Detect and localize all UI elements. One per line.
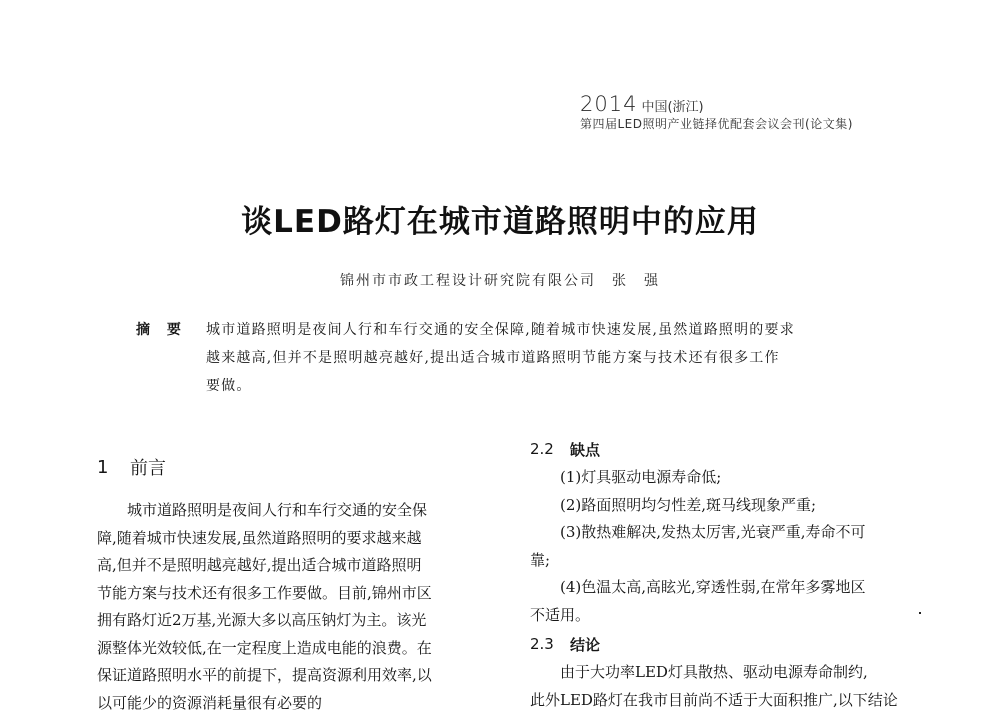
section-number: 2.3	[530, 635, 570, 653]
list-item-continuation: 不适用。	[530, 602, 930, 630]
scan-speck	[919, 612, 921, 614]
list-item: (1)灯具驱动电源寿命低;	[530, 464, 930, 492]
header-year: 2014	[580, 92, 637, 116]
abstract-line: 要做。	[206, 372, 896, 400]
author-affiliation: 锦州市市政工程设计研究院有限公司 张 强	[0, 270, 1000, 290]
section-title: 结论	[570, 634, 600, 655]
paragraph-line: 城市道路照明是夜间人行和车行交通的安全保	[97, 497, 497, 525]
paragraph-line: 以可能少的资源消耗量很有必要的	[97, 690, 497, 717]
section-title: 缺点	[570, 439, 600, 460]
section-heading-intro	[97, 448, 497, 486]
paragraph-line: 节能方案与技术还有很多工作要做。目前,锦州市区	[97, 580, 497, 608]
paragraph-line: 由于大功率LED灯具散热、驱动电源寿命制约,	[530, 659, 930, 687]
paragraph-line: 高,但并不是照明越亮越好,提出适合城市道路照明	[97, 552, 497, 580]
left-column	[97, 448, 497, 717]
header-line-1	[580, 92, 980, 114]
intro-paragraph	[97, 497, 497, 717]
section-title: 前言	[130, 454, 166, 480]
section-heading-conclusion	[530, 629, 930, 659]
abstract-line: 城市道路照明是夜间人行和车行交通的安全保障,随着城市快速发展,虽然道路照明的要求	[206, 316, 896, 344]
paper-title: 谈LED路灯在城市道路照明中的应用	[0, 196, 1000, 241]
paragraph-line: 障,随着城市快速发展,虽然道路照明的要求越来越	[97, 525, 497, 553]
list-item: (2)路面照明均匀性差,斑马线现象严重;	[530, 492, 930, 520]
abstract-label: 摘 要	[136, 316, 187, 344]
list-item: (4)色温太高,高眩光,穿透性弱,在常年多雾地区	[530, 574, 930, 602]
list-item: (3)散热难解决,发热太厉害,光衰严重,寿命不可	[530, 519, 930, 547]
section-number: 1	[97, 457, 130, 478]
section-number: 2.2	[530, 440, 570, 458]
section-heading-defects	[530, 434, 930, 464]
header-region: 中国(浙江)	[641, 96, 703, 115]
proceedings-header	[580, 92, 980, 132]
header-conference: 第四届LED照明产业链择优配套会议会刊(论文集)	[580, 115, 980, 132]
paragraph-line: 此外LED路灯在我市目前尚不适于大面积推广,以下结论	[530, 687, 930, 715]
paragraph-line: 保证道路照明水平的前提下，提高资源利用效率,以	[97, 662, 497, 690]
list-item-continuation: 靠;	[530, 547, 930, 575]
paragraph-line: 拥有路灯近2万基,光源大多以高压钠灯为主。该光	[97, 607, 497, 635]
abstract-text	[206, 316, 896, 400]
paragraph-line: 源整体光效较低,在一定程度上造成电能的浪费。在	[97, 635, 497, 663]
abstract-line: 越来越高,但并不是照明越亮越好,提出适合城市道路照明节能方案与技术还有很多工作	[206, 344, 896, 372]
defects-list	[530, 464, 930, 629]
right-column	[530, 434, 930, 714]
